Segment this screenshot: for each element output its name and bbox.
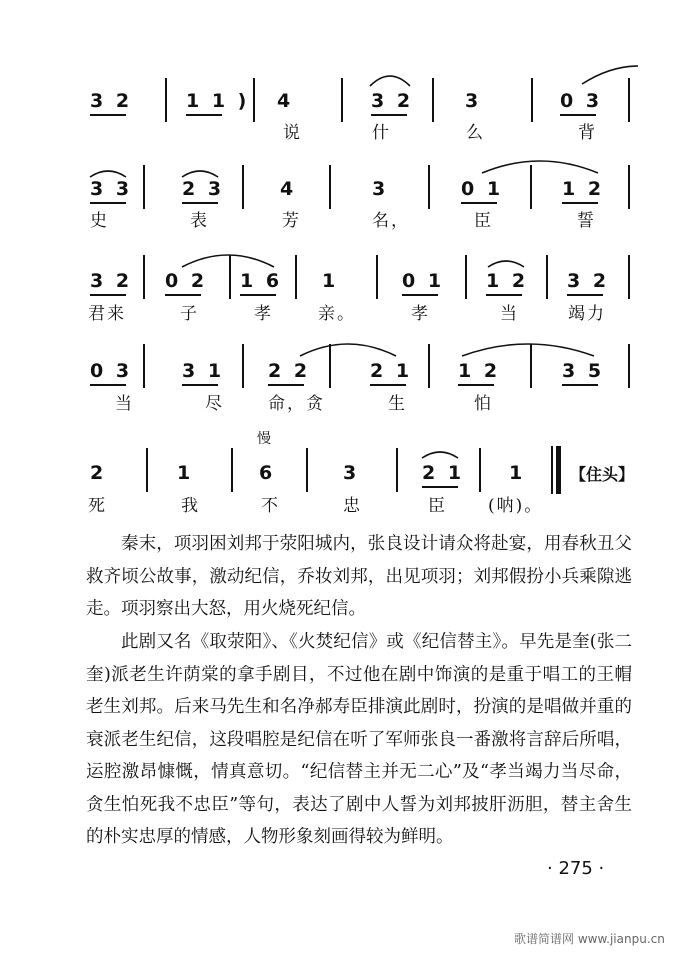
- barline: [165, 78, 167, 122]
- underline: [90, 114, 126, 116]
- note-group: 2 1: [422, 462, 465, 484]
- end-mark: 【住头】: [570, 465, 635, 484]
- lyric: 君来: [88, 304, 126, 324]
- slur: [486, 255, 526, 269]
- barline: [376, 255, 378, 299]
- lyric: 尽: [205, 394, 224, 414]
- final-barline: [551, 446, 563, 494]
- lyric: 芳: [282, 211, 301, 231]
- slur: [420, 446, 460, 460]
- note-group: 3: [465, 90, 482, 112]
- lyric: 什: [372, 123, 391, 143]
- underline: [90, 384, 126, 386]
- barline: [628, 165, 630, 209]
- note-group: 3 3: [90, 178, 133, 200]
- watermark: 歌谱简谱网 www.jianpu.cn: [514, 932, 665, 946]
- barline: [143, 344, 145, 388]
- note-group: 2 2: [268, 360, 311, 382]
- barline: [253, 78, 255, 122]
- barline: [341, 78, 343, 122]
- barline: [231, 448, 233, 492]
- lyric: 怕: [474, 394, 493, 414]
- lyric: 背: [578, 123, 597, 143]
- note-group: 0 1: [461, 178, 504, 200]
- lyric: 么: [466, 123, 485, 143]
- barline: [295, 255, 297, 299]
- note-group: 1 1 ): [186, 90, 250, 112]
- underline: [562, 202, 598, 204]
- score-row-2: [0, 145, 690, 235]
- note-group: 1 2: [458, 360, 501, 382]
- note-group: 0 1: [402, 270, 445, 292]
- underline: [402, 294, 438, 296]
- slur: [298, 336, 398, 358]
- lyric: 臣: [474, 211, 493, 231]
- barline: [143, 255, 145, 299]
- underline: [458, 384, 494, 386]
- prose-paragraph-2: 此剧又名《取荥阳》、《火焚纪信》或《纪信替主》。早先是奎(张二奎)派老生许荫棠的拿手剧目，不过他在剧中饰演的是重于唱工的王帽老生刘邦。后来马先生和名净郝寿臣排演此剧时，扮演的是唱做并重的衰派老生纪信，这段唱腔是纪信在听了军师张良一番激将言辞后所唱，运腔激昂慷慨，情真意切。“纪信替主并无二心”及“孝当竭力当尽命，贪生怕死我不忠臣”等句，表达了剧中人誓为刘邦披肝沥胆，替主舍生的朴实忠厚的情感，人物形象刻画得较为鲜明。: [86, 632, 632, 847]
- barline: [242, 165, 244, 209]
- barline: [329, 165, 331, 209]
- barline: [432, 78, 434, 122]
- underline: [567, 294, 603, 296]
- barline: [242, 344, 244, 388]
- note-group: 1: [509, 462, 526, 484]
- lyric: 孝: [411, 304, 430, 324]
- note-group: 3 2: [90, 270, 133, 292]
- underline: [90, 202, 126, 204]
- note-group: 1: [177, 462, 194, 484]
- note-group: 3: [372, 178, 389, 200]
- lyric: 表: [190, 211, 209, 231]
- lyric: 我: [181, 496, 200, 516]
- note-group: 4: [280, 178, 297, 200]
- note-group: 3 2: [567, 270, 610, 292]
- note-group: 0 2: [165, 270, 208, 292]
- note-group: 1 2: [562, 178, 605, 200]
- lyric: 说: [283, 123, 302, 143]
- slur: [180, 165, 220, 179]
- slur: [368, 68, 412, 88]
- barline: [479, 448, 481, 492]
- barline: [428, 344, 430, 388]
- underline: [371, 114, 407, 116]
- note-group: 3 2: [371, 90, 414, 112]
- note-group: 6: [259, 462, 276, 484]
- barline: [143, 165, 145, 209]
- underline: [165, 294, 201, 296]
- lyric: 名，: [372, 211, 410, 231]
- note-group: 3: [343, 462, 360, 484]
- page-number: · 275 ·: [547, 858, 605, 879]
- slur: [480, 153, 600, 175]
- tempo-mark: 慢: [257, 431, 271, 447]
- lyric: 孝: [254, 304, 273, 324]
- slur: [580, 62, 640, 86]
- note-group: 2 3: [182, 178, 225, 200]
- underline: [562, 384, 598, 386]
- underline: [182, 384, 218, 386]
- note-group: 0 3: [90, 360, 133, 382]
- note-group: 1 2: [486, 270, 529, 292]
- barline: [546, 255, 548, 299]
- barline: [531, 78, 533, 122]
- lyric: 死: [88, 496, 107, 516]
- note-group: 3 2: [90, 90, 133, 112]
- score-row-1: [0, 58, 690, 148]
- slur: [460, 336, 596, 358]
- lyric: 当: [115, 394, 134, 414]
- note-group: 1: [322, 270, 339, 292]
- slur: [88, 165, 128, 179]
- lyric: (呐)。: [488, 496, 544, 516]
- lyric: 子: [180, 304, 199, 324]
- note-group: 3 1: [182, 360, 225, 382]
- barline: [146, 448, 148, 492]
- lyric: 亲。: [318, 304, 356, 324]
- score-row-5: [0, 420, 690, 516]
- lyric: 命，贪: [268, 394, 325, 414]
- lyric: 生: [388, 394, 407, 414]
- barline: [306, 448, 308, 492]
- underline: [461, 202, 497, 204]
- barline: [428, 165, 430, 209]
- barline: [628, 344, 630, 388]
- underline: [268, 384, 304, 386]
- underline: [182, 202, 218, 204]
- note-group: 2 1: [370, 360, 413, 382]
- note-group: 4: [277, 90, 294, 112]
- score-row-3: [0, 235, 690, 325]
- underline: [560, 114, 596, 116]
- underline: [186, 114, 222, 116]
- underline: [370, 384, 406, 386]
- lyric: 竭力: [568, 304, 606, 324]
- prose-paragraph-1: 秦末，项羽困刘邦于荥阳城内，张良设计请众将赴宴，用春秋丑父救齐顷公故事，激动纪信，乔妆刘邦，出见项羽；刘邦假扮小兵乘隙逃走。项羽察出大怒，用火烧死纪信。: [86, 534, 632, 619]
- underline: [422, 486, 458, 488]
- note-group: 0 3: [560, 90, 603, 112]
- lyric: 史: [90, 211, 109, 231]
- slur: [180, 247, 276, 269]
- note-group: 2: [90, 462, 107, 484]
- lyric: 忠: [343, 496, 362, 516]
- lyric: 臣: [428, 496, 447, 516]
- lyric: 不: [261, 496, 280, 516]
- note-group: 3 5: [562, 360, 605, 382]
- lyric: 誓: [577, 211, 596, 231]
- barline: [465, 255, 467, 299]
- score-row-4: [0, 324, 690, 414]
- barline: [628, 255, 630, 299]
- underline: [240, 294, 276, 296]
- note-group: 1 6: [240, 270, 283, 292]
- underline: [486, 294, 522, 296]
- barline: [396, 448, 398, 492]
- lyric: 当: [500, 304, 519, 324]
- underline: [90, 294, 126, 296]
